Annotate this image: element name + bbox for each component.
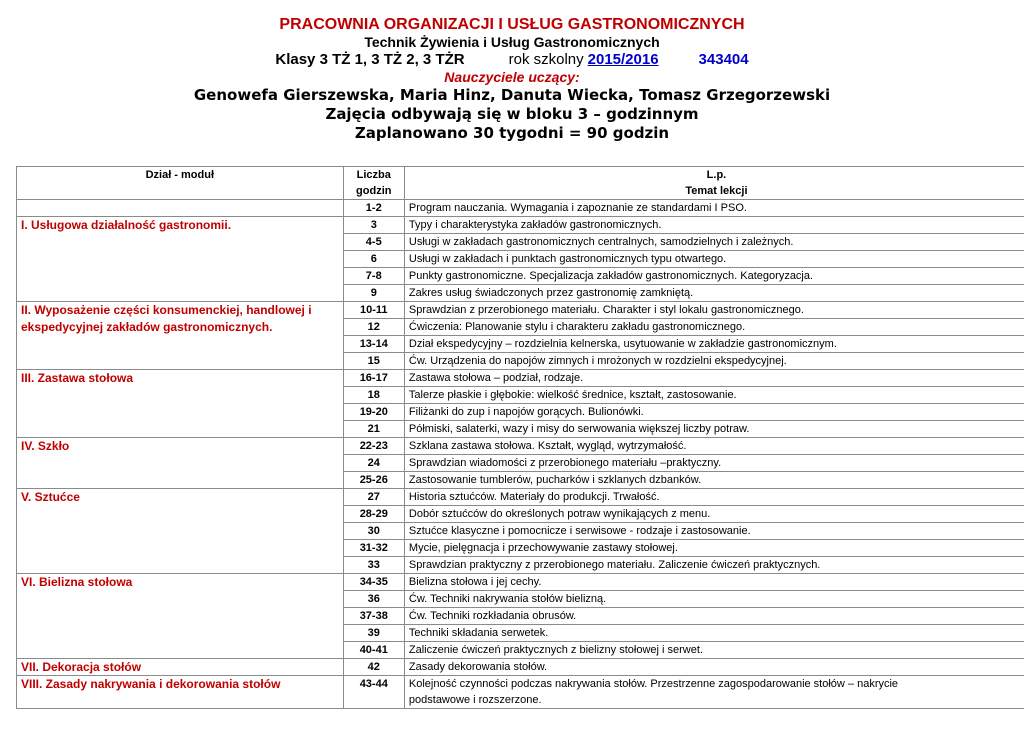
module-cell	[17, 523, 344, 540]
module-cell: IV. Szkło	[17, 438, 344, 455]
module-cell	[17, 404, 344, 421]
topic-cell: podstawowe i rozszerzone.	[404, 692, 1024, 709]
topic-cell: Ćwiczenia: Planowanie stylu i charakteru zakładu gastronomicznego.	[404, 319, 1024, 336]
module-cell	[17, 421, 344, 438]
topic-cell: Usługi w zakładach gastronomicznych centralnych, samodzielnych i zależnych.	[404, 234, 1024, 251]
table-body	[17, 200, 1024, 709]
table-row	[17, 625, 1024, 642]
table-row	[17, 251, 1024, 268]
module-cell	[17, 608, 344, 625]
topic-cell: Zakres usług świadczonych przez gastronomię zamkniętą.	[404, 285, 1024, 302]
table-row	[17, 285, 1024, 302]
hours-cell: 9	[343, 285, 404, 302]
module-cell	[17, 200, 344, 217]
hours-cell: 22-23	[343, 438, 404, 455]
hours-cell: 37-38	[343, 608, 404, 625]
profession-subtitle: Technik Żywienia i Usług Gastronomicznych	[0, 34, 1024, 51]
topic-cell: Zastawa stołowa – podział, rodzaje.	[404, 370, 1024, 387]
topic-cell: Historia sztućców. Materiały do produkcji. Trwałość.	[404, 489, 1024, 506]
table-row	[17, 302, 1024, 319]
topic-cell: Ćw. Urządzenia do napojów zimnych i mrożonych w rozdzielni ekspedycyjnej.	[404, 353, 1024, 370]
module-cell	[17, 540, 344, 557]
hours-cell: 6	[343, 251, 404, 268]
module-cell	[17, 642, 344, 659]
topic-cell: Sprawdzian wiadomości z przerobionego materiału –praktyczny.	[404, 455, 1024, 472]
table-row	[17, 319, 1024, 336]
classes-line	[0, 51, 1024, 69]
table-row	[17, 200, 1024, 217]
topic-cell: Program nauczania. Wymagania i zapoznanie ze standardami I PSO.	[404, 200, 1024, 217]
table-row	[17, 438, 1024, 455]
topic-cell: Sztućce klasyczne i pomocnicze i serwisowe - rodzaje i zastosowanie.	[404, 523, 1024, 540]
school-year-label: rok szkolny	[509, 51, 584, 68]
column-header-module: Dział - moduł	[17, 167, 344, 200]
topic-cell: Półmiski, salaterki, wazy i misy do serwowania większej liczby potraw.	[404, 421, 1024, 438]
topic-cell: Zasady dekorowania stołów.	[404, 659, 1024, 676]
module-cell: VIII. Zasady nakrywania i dekorowania stołów	[17, 676, 344, 693]
block-info: Zajęcia odbywają się w bloku 3 – godzinnym	[0, 105, 1024, 124]
table-row	[17, 523, 1024, 540]
module-cell	[17, 692, 344, 709]
hours-cell: 30	[343, 523, 404, 540]
module-cell	[17, 268, 344, 285]
hours-cell: 3	[343, 217, 404, 234]
hours-cell: 42	[343, 659, 404, 676]
table-row	[17, 404, 1024, 421]
module-cell	[17, 472, 344, 489]
hours-cell: 21	[343, 421, 404, 438]
hours-cell: 28-29	[343, 506, 404, 523]
table-row	[17, 336, 1024, 353]
hours-cell: 27	[343, 489, 404, 506]
module-cell: ekspedycyjnej zakładów gastronomicznych.	[17, 319, 344, 336]
hours-cell: 1-2	[343, 200, 404, 217]
topic-cell: Sprawdzian praktyczny z przerobionego materiału. Zaliczenie ćwiczeń praktycznych.	[404, 557, 1024, 574]
table-row	[17, 574, 1024, 591]
table-row	[17, 234, 1024, 251]
table-row	[17, 217, 1024, 234]
table-row	[17, 557, 1024, 574]
module-cell	[17, 251, 344, 268]
hours-cell: 24	[343, 455, 404, 472]
module-cell	[17, 625, 344, 642]
table-row	[17, 421, 1024, 438]
module-cell	[17, 285, 344, 302]
module-cell	[17, 353, 344, 370]
topic-cell: Usługi w zakładach i punktach gastronomicznych typu otwartego.	[404, 251, 1024, 268]
module-cell	[17, 591, 344, 608]
teachers-label: Nauczyciele uczący:	[0, 69, 1024, 86]
hours-cell: 18	[343, 387, 404, 404]
page-title: PRACOWNIA ORGANIZACJI I USŁUG GASTRONOMICZNYCH	[0, 16, 1024, 34]
hours-cell: 34-35	[343, 574, 404, 591]
table-row	[17, 692, 1024, 709]
topic-cell: Zaliczenie ćwiczeń praktycznych z bielizny stołowej i serwet.	[404, 642, 1024, 659]
hours-cell: 31-32	[343, 540, 404, 557]
topic-cell: Mycie, pielęgnacja i przechowywanie zastawy stołowej.	[404, 540, 1024, 557]
teachers-names: Genowefa Gierszewska, Maria Hinz, Danuta Wiecka, Tomasz Grzegorzewski	[0, 86, 1024, 105]
hours-cell: 16-17	[343, 370, 404, 387]
topic-cell: Zastosowanie tumblerów, pucharków i szklanych dzbanków.	[404, 472, 1024, 489]
module-cell: I. Usługowa działalność gastronomii.	[17, 217, 344, 234]
table-row	[17, 676, 1024, 693]
hours-cell: 19-20	[343, 404, 404, 421]
topic-cell: Ćw. Techniki rozkładania obrusów.	[404, 608, 1024, 625]
table-row	[17, 268, 1024, 285]
hours-cell: 36	[343, 591, 404, 608]
topic-cell: Ćw. Techniki nakrywania stołów bielizną.	[404, 591, 1024, 608]
column-header-hours-2: godzin	[343, 183, 404, 200]
hours-cell: 43-44	[343, 676, 404, 693]
table-row	[17, 642, 1024, 659]
table-row	[17, 608, 1024, 625]
hours-cell	[343, 692, 404, 709]
topic-cell: Szklana zastawa stołowa. Kształt, wygląd, wytrzymałość.	[404, 438, 1024, 455]
hours-cell: 7-8	[343, 268, 404, 285]
topic-cell: Bielizna stołowa i jej cechy.	[404, 574, 1024, 591]
column-header-topic-1: L.p.	[404, 167, 1024, 184]
topic-cell: Dział ekspedycyjny – rozdzielnia kelnerska, usytuowanie w zakładzie gastronomicznym.	[404, 336, 1024, 353]
table-row	[17, 659, 1024, 676]
hours-cell: 15	[343, 353, 404, 370]
module-cell	[17, 455, 344, 472]
planned-hours: Zaplanowano 30 tygodni = 90 godzin	[0, 124, 1024, 143]
column-header-hours-1: Liczba	[343, 167, 404, 184]
topic-cell: Sprawdzian z przerobionego materiału. Charakter i styl lokalu gastronomicznego.	[404, 302, 1024, 319]
topic-cell: Kolejność czynności podczas nakrywania stołów. Przestrzenne zagospodarowanie stołów – nakrycie	[404, 676, 1024, 693]
topic-cell: Talerze płaskie i głębokie: wielkość średnice, kształt, zastosowanie.	[404, 387, 1024, 404]
hours-cell: 33	[343, 557, 404, 574]
table-row	[17, 370, 1024, 387]
table-row	[17, 540, 1024, 557]
module-cell: III. Zastawa stołowa	[17, 370, 344, 387]
topic-cell: Dobór sztućców do określonych potraw wynikających z menu.	[404, 506, 1024, 523]
hours-cell: 12	[343, 319, 404, 336]
table-header-row	[17, 167, 1024, 184]
document-header	[0, 16, 1024, 143]
column-header-topic-2: Temat lekcji	[404, 183, 1024, 200]
module-cell	[17, 234, 344, 251]
table-row	[17, 455, 1024, 472]
hours-cell: 10-11	[343, 302, 404, 319]
hours-cell: 25-26	[343, 472, 404, 489]
module-cell	[17, 506, 344, 523]
hours-cell: 39	[343, 625, 404, 642]
hours-cell: 40-41	[343, 642, 404, 659]
table-row	[17, 506, 1024, 523]
lesson-plan-table	[16, 166, 1024, 709]
school-year-link[interactable]: 2015/2016	[588, 51, 659, 68]
topic-cell: Punkty gastronomiczne. Specjalizacja zakładów gastronomicznych. Kategoryzacja.	[404, 268, 1024, 285]
hours-cell: 13-14	[343, 336, 404, 353]
module-cell: VII. Dekoracja stołów	[17, 659, 344, 676]
table-row	[17, 489, 1024, 506]
module-cell: VI. Bielizna stołowa	[17, 574, 344, 591]
hours-cell: 4-5	[343, 234, 404, 251]
classes-label: Klasy 3 TŻ 1, 3 TŻ 2, 3 TŻR	[275, 51, 464, 68]
topic-cell: Techniki składania serwetek.	[404, 625, 1024, 642]
module-cell: V. Sztućce	[17, 489, 344, 506]
program-code: 343404	[699, 51, 749, 68]
table-row	[17, 353, 1024, 370]
topic-cell: Typy i charakterystyka zakładów gastronomicznych.	[404, 217, 1024, 234]
module-cell	[17, 387, 344, 404]
module-cell	[17, 557, 344, 574]
table-row	[17, 591, 1024, 608]
module-cell: II. Wyposażenie części konsumenckiej, handlowej i	[17, 302, 344, 319]
table-row	[17, 387, 1024, 404]
module-cell	[17, 336, 344, 353]
table-row	[17, 472, 1024, 489]
topic-cell: Filiżanki do zup i napojów gorących. Bulionówki.	[404, 404, 1024, 421]
